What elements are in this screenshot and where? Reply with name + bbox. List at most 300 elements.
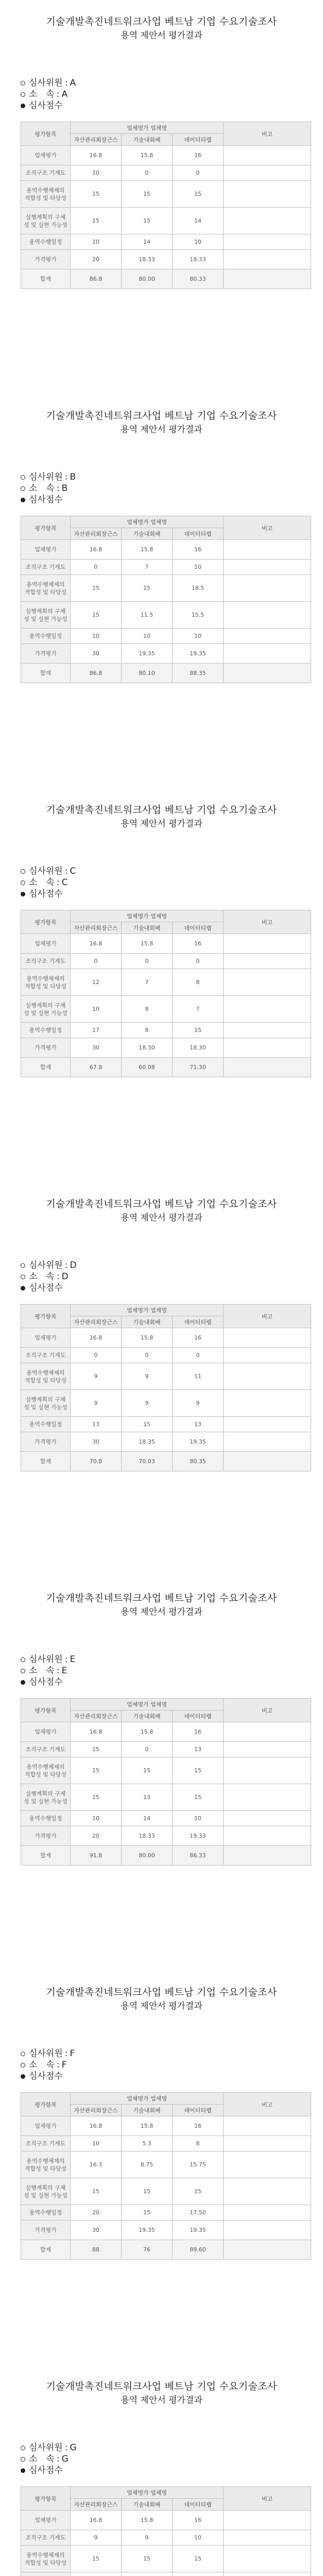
- evaluator-info: [21, 1260, 77, 1294]
- score-cell: 0: [173, 165, 224, 181]
- score-cell: 10: [173, 629, 224, 644]
- note-cell: [224, 2205, 311, 2221]
- score-cell: 15: [71, 1784, 122, 1811]
- score-cell: 11: [173, 1363, 224, 1390]
- table-row: [21, 2136, 311, 2151]
- evaluator-value: C: [70, 866, 76, 876]
- score-cell: 10: [71, 2136, 122, 2151]
- table-row: [21, 2530, 311, 2546]
- score-cell: 19.35: [122, 2221, 173, 2240]
- criteria-label: 조직구조 기계도: [21, 2530, 71, 2546]
- score-table-wrap: [21, 122, 311, 289]
- criteria-label: 업체평가: [21, 1328, 71, 1348]
- header-company: 데이터티랩: [173, 922, 224, 934]
- note-cell: [224, 2530, 311, 2546]
- note-cell: [224, 146, 311, 165]
- report-title: 기술개발촉진네트워크사업 베트남 기업 수요기술조사: [46, 1198, 277, 1210]
- table-row: [21, 602, 311, 629]
- score-cell: 0: [122, 954, 173, 969]
- note-cell: [224, 1846, 311, 1866]
- circle-bullet-icon: [21, 2063, 25, 2067]
- header-note: 비고: [224, 516, 311, 540]
- evaluator-value: D: [70, 1260, 77, 1270]
- table-header-row: [21, 2487, 311, 2499]
- evaluator-row: 심사위원 : B: [21, 471, 76, 483]
- score-cell: 7: [122, 560, 173, 575]
- report-title: 기술개발촉진네트워크사업 베트남 기업 수요기술조사: [46, 1987, 277, 1998]
- score-cell: 8: [122, 996, 173, 1023]
- table-row: [21, 2178, 311, 2205]
- circle-bullet-icon: [21, 475, 25, 480]
- score-cell: 80.10: [122, 664, 173, 683]
- score-cell: 15: [71, 602, 122, 629]
- criteria-label: 조직구조 기계도: [21, 954, 71, 969]
- affiliation-value: E: [61, 1666, 67, 1676]
- report-title: 기술개발촉진네트워크사업 베트남 기업 수요기술조사: [46, 16, 277, 27]
- note-cell: [224, 996, 311, 1023]
- score-row: [21, 2071, 75, 2082]
- score-cell: 0: [71, 560, 122, 575]
- score-cell: 15: [71, 575, 122, 602]
- score-cell: 15.8: [122, 1722, 173, 1742]
- note-cell: [224, 165, 311, 181]
- score-cell: 9: [173, 1390, 224, 1417]
- criteria-label: 합계: [21, 269, 71, 289]
- table-header-row: [21, 122, 311, 134]
- score-cell: 10: [71, 1811, 122, 1826]
- score-cell: 13: [173, 1742, 224, 1757]
- score-cell: 10: [71, 234, 122, 250]
- note-cell: [224, 664, 311, 683]
- score-cell: 15: [173, 2178, 224, 2205]
- circle-bullet-icon: [21, 1263, 25, 1268]
- criteria-label: 용역수행일정: [21, 629, 71, 644]
- affiliation-label: 소 속: [29, 89, 55, 99]
- evaluator-row: 심사위원 : A: [21, 77, 76, 89]
- circle-bullet-icon: [21, 1657, 25, 1662]
- table-row: [21, 2240, 311, 2260]
- circle-bullet-icon: [21, 1669, 25, 1673]
- evaluator-info: [21, 2048, 75, 2082]
- score-table-wrap: [21, 516, 311, 683]
- note-cell: [224, 1452, 311, 1471]
- affiliation-row: 소 속 : B: [21, 483, 76, 494]
- score-cell: 15.8: [122, 2116, 173, 2136]
- note-cell: [224, 1348, 311, 1363]
- score-cell: 11.5: [122, 602, 173, 629]
- affiliation-value: D: [61, 1272, 69, 1282]
- note-cell: [224, 1811, 311, 1826]
- score-table: [21, 516, 311, 683]
- table-row: [21, 1757, 311, 1784]
- score-cell: 15: [71, 2546, 122, 2572]
- affiliation-row: 소 속 : A: [21, 89, 76, 100]
- score-label: 심사점수: [29, 889, 63, 899]
- score-cell: 15: [122, 2546, 173, 2572]
- table-header-row: [21, 910, 311, 922]
- note-cell: [224, 2240, 311, 2260]
- affiliation-label: 소 속: [29, 2060, 55, 2070]
- note-cell: [224, 2136, 311, 2151]
- note-cell: [224, 1784, 311, 1811]
- score-cell: 16.8: [71, 2116, 122, 2136]
- affiliation-value: G: [61, 2454, 69, 2464]
- score-cell: 16: [173, 1328, 224, 1348]
- criteria-label: [21, 2572, 71, 2576]
- score-label: 심사점수: [29, 1283, 63, 1293]
- score-cell: 5.3: [122, 2136, 173, 2151]
- table-row: [21, 146, 311, 165]
- score-cell: 0: [71, 1348, 122, 1363]
- score-row: [21, 1676, 75, 1688]
- header-item: 평가항목: [21, 2487, 71, 2511]
- note-cell: [224, 208, 311, 234]
- score-cell: 15: [122, 2205, 173, 2221]
- score-label: 심사점수: [29, 2071, 63, 2081]
- score-cell: 15: [173, 181, 224, 208]
- evaluator-value: G: [70, 2443, 77, 2453]
- report-subtitle: 용역 제안서 평가결과: [121, 1607, 202, 1617]
- score-cell: 15: [71, 2178, 122, 2205]
- score-table-wrap: [21, 910, 311, 1077]
- score-cell: 19.33: [173, 250, 224, 269]
- evaluation-sheet: [0, 2365, 323, 2576]
- evaluator-info: [21, 2442, 77, 2476]
- score-cell: 9: [122, 1363, 173, 1390]
- affiliation-row: 소 속 : D: [21, 1271, 77, 1282]
- header-item: 평가항목: [21, 2093, 71, 2116]
- table-row: [21, 1722, 311, 1742]
- table-row: [21, 1811, 311, 1826]
- score-cell: 16.8: [71, 2511, 122, 2530]
- score-cell: 0: [122, 1348, 173, 1363]
- score-cell: 14: [122, 234, 173, 250]
- evaluator-row: 심사위원 : D: [21, 1260, 77, 1271]
- report-title: 기술개발촉진네트워크사업 베트남 기업 수요기술조사: [46, 410, 277, 421]
- score-cell: 86.33: [173, 1846, 224, 1866]
- criteria-label: 실행계획의 구체성 및 실현 가능성: [21, 1390, 71, 1417]
- score-cell: 15: [173, 1784, 224, 1811]
- score-cell: 7: [122, 969, 173, 996]
- score-cell: [71, 2572, 122, 2576]
- table-row: [21, 2221, 311, 2240]
- header-note: 비고: [224, 1304, 311, 1328]
- score-cell: 10: [173, 560, 224, 575]
- score-cell: 20: [71, 250, 122, 269]
- header-group: 업체명가 업체명: [71, 1699, 224, 1710]
- header-group: 업체명가 업체명: [71, 2487, 224, 2499]
- criteria-label: 조직구조 기계도: [21, 560, 71, 575]
- score-cell: 16: [173, 2511, 224, 2530]
- evaluator-info: [21, 77, 76, 111]
- score-cell: 15: [173, 1023, 224, 1038]
- criteria-label: 용역수행체제의 적합성 및 타당성: [21, 2151, 71, 2178]
- affiliation-value: C: [61, 877, 68, 888]
- table-row: [21, 969, 311, 996]
- note-cell: [224, 2178, 311, 2205]
- score-cell: 15: [71, 181, 122, 208]
- score-row: [21, 2465, 77, 2476]
- note-cell: [224, 2511, 311, 2530]
- table-row: [21, 1826, 311, 1846]
- note-cell: [224, 1826, 311, 1846]
- affiliation-row: 소 속 : F: [21, 2059, 75, 2071]
- note-cell: [224, 934, 311, 954]
- score-cell: 9: [71, 1390, 122, 1417]
- score-cell: 15: [173, 2546, 224, 2572]
- filled-bullet-icon: [21, 1286, 25, 1291]
- filled-bullet-icon: [21, 104, 25, 108]
- criteria-label: 업체평가: [21, 146, 71, 165]
- header-group: 업체명가 업체명: [71, 910, 224, 922]
- score-cell: 15.5: [173, 602, 224, 629]
- circle-bullet-icon: [21, 2446, 25, 2450]
- table-row: [21, 1348, 311, 1363]
- table-row: [21, 165, 311, 181]
- score-cell: 0: [71, 954, 122, 969]
- header-company: 기술내회배: [122, 2105, 173, 2116]
- table-row: [21, 575, 311, 602]
- criteria-label: 가격평가: [21, 2221, 71, 2240]
- score-cell: 86.8: [71, 664, 122, 683]
- score-table: [21, 1304, 311, 1471]
- evaluator-value: E: [70, 1654, 76, 1665]
- score-cell: 9: [122, 1390, 173, 1417]
- score-cell: 16: [173, 2116, 224, 2136]
- criteria-label: 용역수행일정: [21, 2205, 71, 2221]
- header-company: 데이터티랩: [173, 1316, 224, 1328]
- criteria-label: 용역수행체제의 적합성 및 타당성: [21, 1363, 71, 1390]
- score-cell: 16: [173, 934, 224, 954]
- score-cell: 15: [71, 208, 122, 234]
- evaluator-label: 심사위원: [29, 472, 63, 482]
- table-row: [21, 2511, 311, 2530]
- table-row: [21, 234, 311, 250]
- header-note: 비고: [224, 910, 311, 934]
- criteria-label: 용역수행체제의 적합성 및 타당성: [21, 181, 71, 208]
- score-cell: 15.8: [122, 146, 173, 165]
- score-cell: 12: [71, 969, 122, 996]
- note-cell: [224, 2116, 311, 2136]
- evaluator-label: 심사위원: [29, 78, 63, 88]
- score-cell: 16.8: [71, 1328, 122, 1348]
- score-label: 심사점수: [29, 495, 63, 505]
- note-cell: [224, 540, 311, 560]
- score-cell: 9: [71, 2530, 122, 2546]
- criteria-label: 용역수행체제의 적합성 및 타당성: [21, 1757, 71, 1784]
- score-cell: 15: [122, 181, 173, 208]
- table-row: [21, 1452, 311, 1471]
- table-row: [21, 208, 311, 234]
- evaluation-sheet: [0, 1971, 323, 2365]
- score-cell: 88.35: [173, 664, 224, 683]
- score-cell: 70.8: [71, 1452, 122, 1471]
- score-row: [21, 494, 76, 505]
- score-label: 심사점수: [29, 100, 63, 111]
- score-cell: 13: [173, 1417, 224, 1432]
- header-item: 평가항목: [21, 1304, 71, 1328]
- note-cell: [224, 1328, 311, 1348]
- score-cell: 15: [122, 208, 173, 234]
- note-cell: [224, 2572, 311, 2576]
- header-company: 자산관리회장근스: [71, 1316, 122, 1328]
- score-cell: 88: [71, 2240, 122, 2260]
- circle-bullet-icon: [21, 92, 25, 97]
- table-row: [21, 644, 311, 664]
- table-row: [21, 1784, 311, 1811]
- note-cell: [224, 1390, 311, 1417]
- affiliation-row: 소 속 : C: [21, 877, 76, 888]
- score-table: [21, 2092, 311, 2260]
- criteria-label: 합계: [21, 2240, 71, 2260]
- score-cell: 15.8: [122, 540, 173, 560]
- note-cell: [224, 969, 311, 996]
- affiliation-label: 소 속: [29, 483, 55, 494]
- affiliation-label: 소 속: [29, 1272, 55, 1282]
- criteria-label: 합계: [21, 664, 71, 683]
- table-header-row: [21, 1699, 311, 1710]
- header-company: 데이터티랩: [173, 1710, 224, 1722]
- header-note: 비고: [224, 2093, 311, 2116]
- affiliation-row: 소 속 : G: [21, 2453, 77, 2465]
- score-cell: 80.33: [173, 269, 224, 289]
- table-row: [21, 2116, 311, 2136]
- table-row: [21, 629, 311, 644]
- note-cell: [224, 2151, 311, 2178]
- report-subtitle: 용역 제안서 평가결과: [121, 425, 202, 435]
- note-cell: [224, 1417, 311, 1432]
- table-row: [21, 1363, 311, 1390]
- header-group: 업체명가 업체명: [71, 2093, 224, 2105]
- score-cell: 15.8: [122, 1328, 173, 1348]
- score-cell: 30: [71, 2221, 122, 2240]
- score-cell: 18.35: [122, 1432, 173, 1452]
- filled-bullet-icon: [21, 2074, 25, 2079]
- header-company: 자산관리회장근스: [71, 134, 122, 146]
- score-cell: 7: [173, 996, 224, 1023]
- criteria-label: 가격평가: [21, 1038, 71, 1058]
- criteria-label: 조직구조 기계도: [21, 1742, 71, 1757]
- header-company: 데이터티랩: [173, 528, 224, 540]
- score-cell: 70.03: [122, 1452, 173, 1471]
- criteria-label: 실행계획의 구체성 및 실현 가능성: [21, 602, 71, 629]
- score-table: [21, 1698, 311, 1866]
- header-company: 자산관리회장근스: [71, 528, 122, 540]
- note-cell: [224, 269, 311, 289]
- criteria-label: 실행계획의 구체성 및 실현 가능성: [21, 996, 71, 1023]
- table-row: [21, 1417, 311, 1432]
- header-company: 기술내회배: [122, 2499, 173, 2511]
- score-cell: 17: [71, 1023, 122, 1038]
- score-cell: 18.33: [122, 250, 173, 269]
- score-table-wrap: [21, 2092, 311, 2260]
- filled-bullet-icon: [21, 1680, 25, 1685]
- header-company: 기술내회배: [122, 134, 173, 146]
- header-item: 평가항목: [21, 516, 71, 540]
- criteria-label: 가격평가: [21, 1432, 71, 1452]
- evaluator-label: 심사위원: [29, 866, 63, 876]
- score-cell: 16: [173, 1722, 224, 1742]
- evaluator-info: [21, 471, 76, 505]
- circle-bullet-icon: [21, 880, 25, 885]
- table-row: [21, 1328, 311, 1348]
- score-cell: 10: [173, 1811, 224, 1826]
- criteria-label: 조직구조 기계도: [21, 1348, 71, 1363]
- circle-bullet-icon: [21, 486, 25, 491]
- circle-bullet-icon: [21, 2457, 25, 2462]
- header-company: 데이터티랩: [173, 134, 224, 146]
- criteria-label: 합계: [21, 1846, 71, 1866]
- score-cell: 0: [173, 954, 224, 969]
- score-cell: 18.30: [122, 1038, 173, 1058]
- table-row: [21, 1038, 311, 1058]
- evaluator-label: 심사위원: [29, 1260, 63, 1270]
- score-cell: 15: [122, 575, 173, 602]
- score-cell: 15: [122, 2178, 173, 2205]
- table-row: [21, 540, 311, 560]
- report-subtitle: 용역 제안서 평가결과: [121, 2395, 202, 2405]
- score-cell: 0: [173, 1348, 224, 1363]
- score-cell: 8.75: [122, 2151, 173, 2178]
- score-cell: 86.8: [71, 269, 122, 289]
- table-row: [21, 1023, 311, 1038]
- score-cell: 10: [71, 996, 122, 1023]
- score-table-wrap: [21, 2486, 311, 2576]
- score-label: 심사점수: [29, 2465, 63, 2476]
- note-cell: [224, 629, 311, 644]
- evaluator-info: [21, 866, 76, 900]
- score-cell: 18.30: [173, 1038, 224, 1058]
- score-cell: 30: [71, 1432, 122, 1452]
- score-cell: 80.35: [173, 1452, 224, 1471]
- header-group: 업체명가 업체명: [71, 516, 224, 528]
- score-cell: 9: [122, 2530, 173, 2546]
- criteria-label: 실행계획의 구체성 및 실현 가능성: [21, 1784, 71, 1811]
- score-cell: [122, 2572, 173, 2576]
- score-cell: 15: [71, 1757, 122, 1784]
- criteria-label: 용역수행일정: [21, 1023, 71, 1038]
- score-cell: 80.00: [122, 269, 173, 289]
- score-cell: 16: [173, 146, 224, 165]
- score-cell: 10: [122, 629, 173, 644]
- evaluator-value: A: [70, 78, 76, 88]
- score-table: [21, 2486, 311, 2576]
- score-cell: 80.00: [122, 1846, 173, 1866]
- score-cell: 19.33: [173, 1826, 224, 1846]
- table-row: [21, 2546, 311, 2572]
- score-row: [21, 888, 76, 900]
- table-row: [21, 2151, 311, 2178]
- score-cell: 13: [122, 1784, 173, 1811]
- score-label: 심사점수: [29, 1677, 63, 1687]
- score-cell: 10: [71, 629, 122, 644]
- score-cell: 20: [71, 2205, 122, 2221]
- score-cell: 71.30: [173, 1058, 224, 1077]
- table-row: [21, 269, 311, 289]
- score-cell: [173, 2572, 224, 2576]
- evaluator-row: 심사위원 : G: [21, 2442, 77, 2453]
- evaluator-label: 심사위원: [29, 2048, 63, 2059]
- table-row: [21, 954, 311, 969]
- score-cell: 89.60: [173, 2240, 224, 2260]
- header-note: 비고: [224, 2487, 311, 2511]
- score-cell: 18.33: [122, 1826, 173, 1846]
- note-cell: [224, 1742, 311, 1757]
- header-item: 평가항목: [21, 1699, 71, 1722]
- note-cell: [224, 234, 311, 250]
- header-company: 기술내회배: [122, 1316, 173, 1328]
- score-cell: 30: [71, 644, 122, 664]
